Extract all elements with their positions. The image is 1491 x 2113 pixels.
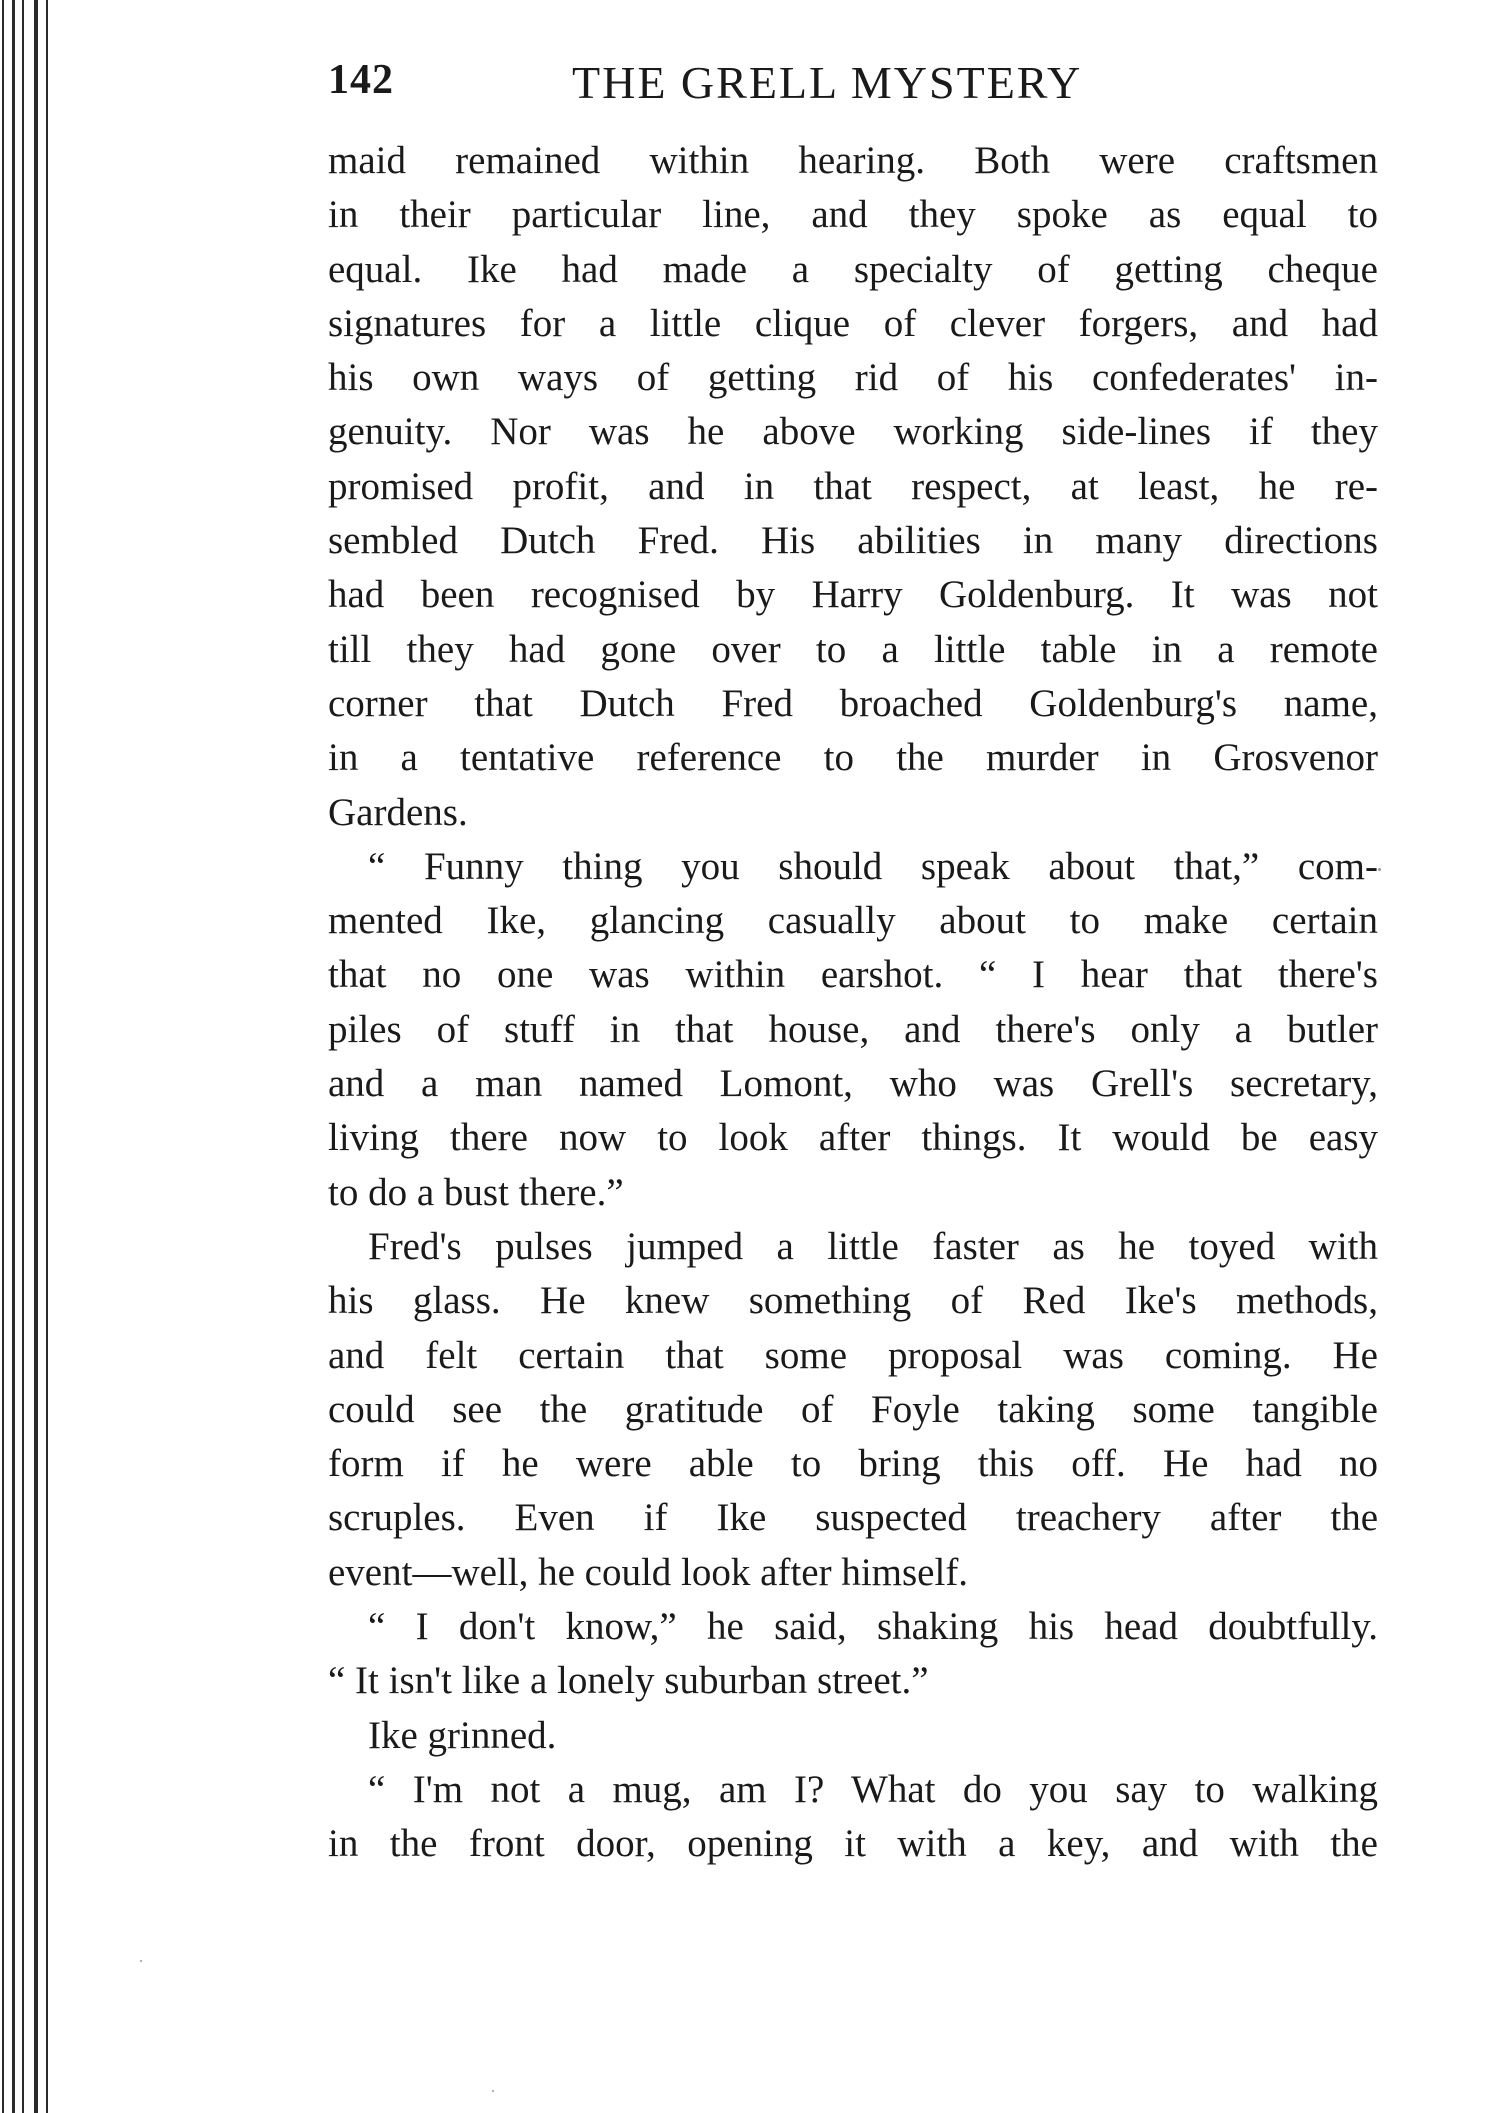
gutter-rule — [12, 0, 15, 2113]
text-line: could see the gratitude of Foyle taking some tangible — [328, 1387, 1378, 1431]
text-line: till they had gone over to a little table in a remote — [328, 627, 1378, 671]
text-line: piles of stuff in that house, and there's only a butler — [328, 1007, 1378, 1051]
text-line: had been recognised by Harry Goldenburg. It was not — [328, 573, 1378, 617]
text-line: event—well, he could look after himself. — [328, 1550, 969, 1594]
text-line: “ I'm not a mug, am I? What do you say to walking — [368, 1767, 1378, 1811]
text-line: and felt certain that some proposal was coming. He — [328, 1333, 1378, 1377]
gutter-rule — [2, 0, 4, 2113]
text-line: maid remained within hearing. Both were craftsmen — [328, 139, 1378, 182]
text-line: sembled Dutch Fred. His abilities in many directions — [328, 519, 1378, 563]
paper-speck — [492, 2090, 494, 2092]
text-line: his glass. He knew something of Red Ike's methods, — [328, 1279, 1378, 1323]
paper-speck — [140, 1960, 142, 1962]
running-header — [328, 52, 1388, 112]
text-line: mented Ike, glancing casually about to make certain — [328, 899, 1378, 943]
text-line: “ Funny thing you should speak about that,” com- — [368, 844, 1378, 888]
text-line: living there now to look after things. It would be easy — [328, 1116, 1378, 1160]
text-line: in a tentative reference to the murder in Grosvenor — [328, 736, 1378, 780]
text-line: form if he were able to bring this off. He had no — [328, 1442, 1378, 1486]
text-line: Fred's pulses jumped a little faster as he toyed with — [368, 1224, 1378, 1268]
text-line: promised profit, and in that respect, at least, he re- — [328, 464, 1378, 508]
text-line: in their particular line, and they spoke as equal to — [328, 193, 1378, 237]
text-line: Ike grinned. — [368, 1713, 557, 1757]
text-line: signatures for a little clique of clever forgers, and had — [328, 301, 1378, 345]
gutter-rule — [22, 0, 24, 2113]
running-title: THE GRELL MYSTERY — [572, 57, 1083, 108]
gutter-rule — [34, 0, 38, 2113]
paper-speck — [1378, 868, 1381, 871]
text-line: to do a bust there.” — [328, 1170, 624, 1214]
text-line: that no one was within earshot. “ I hear that there's — [328, 953, 1378, 997]
text-line: Gardens. — [328, 790, 468, 834]
text-line: “ It isn't like a lonely suburban street.” — [328, 1659, 929, 1703]
text-line: scruples. Even if Ike suspected treachery after the — [328, 1496, 1378, 1540]
body-text — [328, 134, 1378, 1872]
page-number: 142 — [328, 57, 394, 103]
text-line: “ I don't know,” he said, shaking his head doubtfully. — [368, 1605, 1378, 1649]
binding-gutter — [0, 0, 60, 2113]
gutter-rule — [46, 0, 48, 2113]
text-line: his own ways of getting rid of his confederates' in- — [328, 356, 1378, 400]
text-line: and a man named Lomont, who was Grell's secretary, — [328, 1062, 1378, 1106]
text-line: equal. Ike had made a specialty of getting cheque — [328, 247, 1378, 291]
text-line: in the front door, opening it with a key, and with the — [328, 1822, 1378, 1866]
text-line: corner that Dutch Fred broached Goldenburg's name, — [328, 681, 1378, 725]
text-line: genuity. Nor was he above working side-lines if they — [328, 410, 1378, 454]
